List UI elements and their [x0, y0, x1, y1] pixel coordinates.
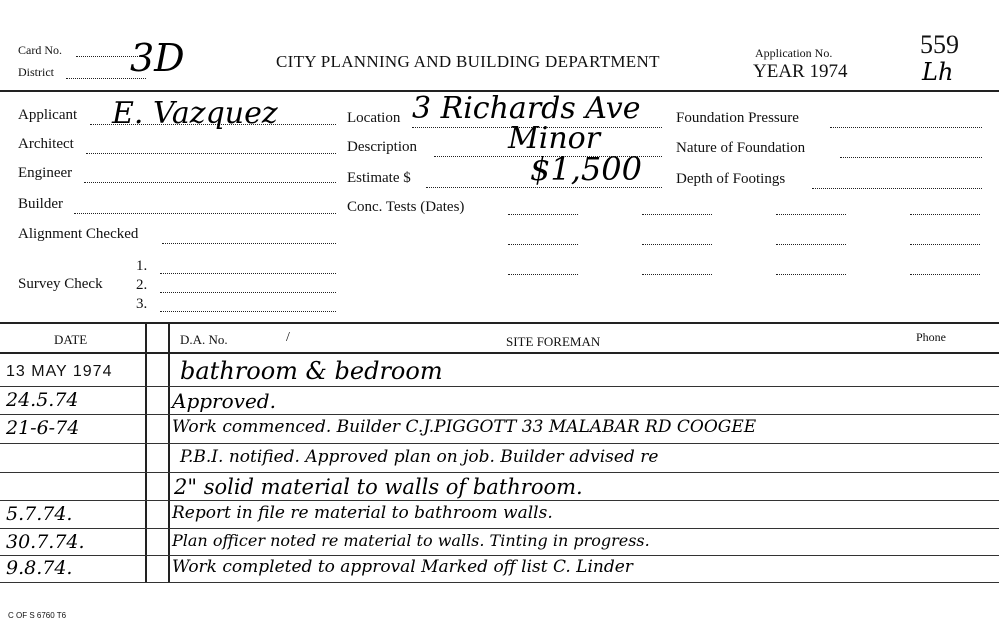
- log-row: [0, 556, 999, 582]
- log-header-divider: [0, 352, 999, 354]
- conc-test-line: [508, 244, 578, 245]
- engineer-line: [84, 182, 336, 183]
- foundation-pressure-line: [830, 127, 982, 128]
- card-no-value: 3D: [130, 36, 185, 80]
- location-label: Location: [347, 110, 401, 126]
- survey-item-1: 1.: [136, 258, 148, 274]
- applicant-label: Applicant: [18, 107, 78, 123]
- log-top-border: [0, 322, 999, 324]
- log-row: [0, 416, 999, 442]
- description-label: Description: [347, 139, 417, 155]
- log-entry: 2" solid material to walls of bathroom.: [174, 475, 583, 499]
- form-title: CITY PLANNING AND BUILDING DEPARTMENT: [276, 52, 660, 71]
- application-no-label: Application No.: [755, 46, 833, 60]
- nature-of-foundation-label: Nature of Foundation: [676, 140, 806, 156]
- architect-label: Architect: [18, 136, 74, 152]
- survey-line-3: [160, 311, 336, 312]
- log-row-line: [0, 386, 999, 387]
- log-header-date: DATE: [54, 332, 88, 347]
- log-date: 9.8.74.: [6, 557, 73, 579]
- application-number: 559: [920, 30, 959, 59]
- log-row-line: [0, 443, 999, 444]
- conc-tests-label: Conc. Tests (Dates): [347, 199, 465, 215]
- district-label: District: [18, 65, 54, 79]
- log-header-da-no: D.A. No.: [180, 332, 228, 347]
- survey-line-1: [160, 273, 336, 274]
- engineer-label: Engineer: [18, 165, 73, 181]
- conc-test-line: [776, 274, 846, 275]
- conc-test-line: [642, 274, 712, 275]
- log-entry: bathroom & bedroom: [180, 357, 443, 385]
- description-value: Minor: [508, 121, 601, 156]
- log-row-line: [0, 414, 999, 415]
- conc-test-line: [910, 274, 980, 275]
- log-entry: Approved.: [172, 389, 276, 413]
- conc-test-line: [776, 214, 846, 215]
- log-row: [0, 502, 999, 528]
- architect-line: [86, 153, 336, 154]
- log-date: 24.5.74: [6, 389, 79, 411]
- builder-line: [74, 213, 336, 214]
- conc-test-line: [776, 244, 846, 245]
- log-header-phone: Phone: [916, 330, 946, 344]
- log-entry: Report in file re material to bathroom walls.: [172, 503, 553, 523]
- form-code: C OF S 6760 T6: [8, 611, 67, 620]
- application-initials: Lh: [922, 58, 954, 86]
- survey-check-label: Survey Check: [18, 276, 103, 292]
- conc-test-line: [910, 244, 980, 245]
- log-row-line: [0, 472, 999, 473]
- log-entry: Work commenced. Builder C.J.PIGGOTT 33 MALABAR RD COOGEE: [172, 417, 757, 437]
- conc-test-line: [508, 274, 578, 275]
- builder-label: Builder: [18, 196, 63, 212]
- location-value: 3 Richards Ave: [412, 91, 641, 126]
- log-row: [0, 388, 999, 414]
- estimate-value: $1,500: [530, 150, 642, 188]
- survey-item-2: 2.: [136, 277, 148, 293]
- conc-test-line: [642, 244, 712, 245]
- alignment-line: [162, 243, 336, 244]
- log-date: 30.7.74.: [6, 531, 85, 553]
- log-row: [0, 530, 999, 556]
- log-row-line: [0, 582, 999, 583]
- conc-test-line: [642, 214, 712, 215]
- log-row: [0, 446, 999, 472]
- depth-of-footings-line: [812, 188, 982, 189]
- estimate-label: Estimate $: [347, 170, 411, 186]
- log-entry: Work completed to approval Marked off list C. Linder: [172, 557, 633, 577]
- log-row-line: [0, 500, 999, 501]
- log-date: 13 MAY 1974: [6, 363, 113, 380]
- log-entry: P.B.I. notified. Approved plan on job. Builder advised re: [180, 447, 659, 467]
- log-header-site-foreman: SITE FOREMAN: [506, 334, 601, 349]
- log-row: [0, 474, 999, 500]
- log-date: 21-6-74: [6, 417, 80, 439]
- foundation-pressure-label: Foundation Pressure: [676, 110, 799, 126]
- nature-of-foundation-line: [840, 157, 982, 158]
- conc-test-line: [910, 214, 980, 215]
- log-row-line: [0, 528, 999, 529]
- log-entry: Plan officer noted re material to walls. Tinting in progress.: [172, 531, 650, 550]
- alignment-checked-label: Alignment Checked: [18, 226, 139, 242]
- log-row: [0, 359, 999, 385]
- log-header-slash: /: [286, 330, 290, 345]
- year-label: YEAR 1974: [753, 61, 848, 82]
- log-date: 5.7.74.: [6, 503, 73, 525]
- conc-test-line: [508, 214, 578, 215]
- survey-item-3: 3.: [136, 296, 148, 312]
- applicant-value: E. Vazquez: [112, 96, 278, 131]
- survey-line-2: [160, 292, 336, 293]
- card-no-label: Card No.: [18, 43, 62, 57]
- depth-of-footings-label: Depth of Footings: [676, 171, 786, 187]
